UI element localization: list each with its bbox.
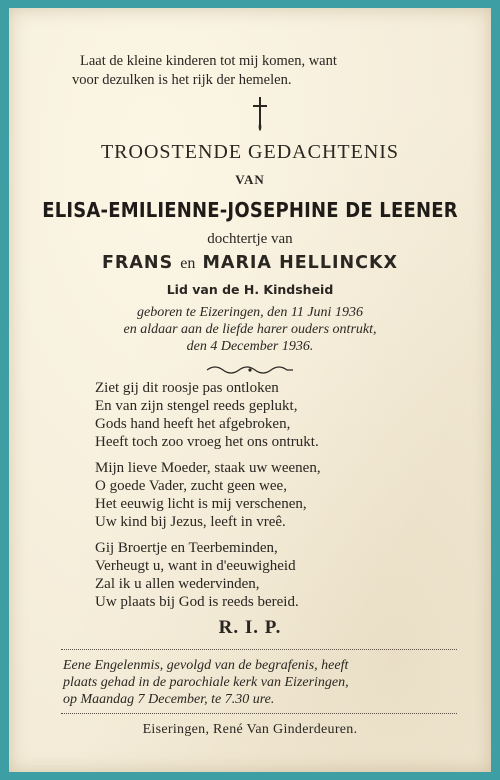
rip-text: R. I. P.: [218, 617, 282, 638]
poem-stanza-3: [95, 539, 299, 611]
mother-name: MARIA HELLINCKX: [202, 253, 399, 273]
parents-names: [9, 253, 491, 273]
opening-verse-text-1: Laat de kleine kinderen tot mij komen, want: [80, 53, 337, 69]
poem-line: Zal ik u allen wedervinden,: [95, 576, 260, 592]
funeral-line-3: op Maandag 7 December, te 7.30 ure.: [63, 692, 275, 707]
ornament-divider-icon: [205, 364, 295, 376]
parents-connector: en: [180, 255, 196, 272]
poem-line: Heeft toch zoo vroeg het ons ontrukt.: [95, 434, 319, 450]
dotted-divider-bottom: [61, 713, 457, 714]
poem-line: Uw plaats bij God is reeds bereid.: [95, 594, 299, 610]
membership-text: Lid van de H. Kindsheid: [166, 282, 334, 297]
memorial-title: TROOSTENDE GEDACHTENIS: [100, 141, 400, 163]
poem-line: Gij Broertje en Teerbeminden,: [95, 540, 278, 556]
memorial-card: [9, 8, 491, 772]
van-label: VAN: [235, 172, 265, 187]
opening-verse-line-1: [80, 52, 464, 71]
poem-line: En van zijn stengel reeds geplukt,: [95, 398, 298, 414]
death-line: en aldaar aan de liefde harer ouders ontrukt,: [123, 322, 377, 337]
poem-line: Ziet gij dit roosje pas ontloken: [95, 380, 279, 396]
dotted-divider-top: [61, 649, 457, 650]
opening-verse-line-2: voor dezulken is het rijk der hemelen.: [72, 72, 292, 88]
birth-line: geboren te Eizeringen, den 11 Juni 1936: [137, 305, 363, 320]
relation-text: dochtertje van: [207, 231, 293, 247]
poem-line: Uw kind bij Jezus, leeft in vreê.: [95, 514, 286, 530]
poem-stanza-2: [95, 459, 321, 531]
funeral-line-2: plaats gehad in de parochiale kerk van Eizeringen,: [63, 675, 349, 690]
poem-line: Het eeuwig licht is mij verschenen,: [95, 496, 307, 512]
poem-line: Mijn lieve Moeder, staak uw weenen,: [95, 460, 321, 476]
printer-imprint: Eiseringen, René Van Ginderdeuren.: [142, 722, 358, 737]
funeral-line-1: Eene Engelenmis, gevolgd van de begrafenis, heeft: [63, 658, 349, 673]
poem-stanza-1: [95, 379, 319, 451]
father-name: FRANS: [101, 253, 174, 273]
poem-line: Gods hand heeft het afgebroken,: [95, 416, 291, 432]
poem-line: O goede Vader, zucht geen wee,: [95, 478, 287, 494]
poem-line: Verheugt u, want in d'eeuwigheid: [95, 558, 296, 574]
deceased-name: ELISA-EMILIENNE-JOSEPHINE DE LEENER: [42, 198, 458, 222]
cross-icon: [252, 96, 268, 132]
death-date-line: den 4 December 1936.: [186, 339, 314, 354]
